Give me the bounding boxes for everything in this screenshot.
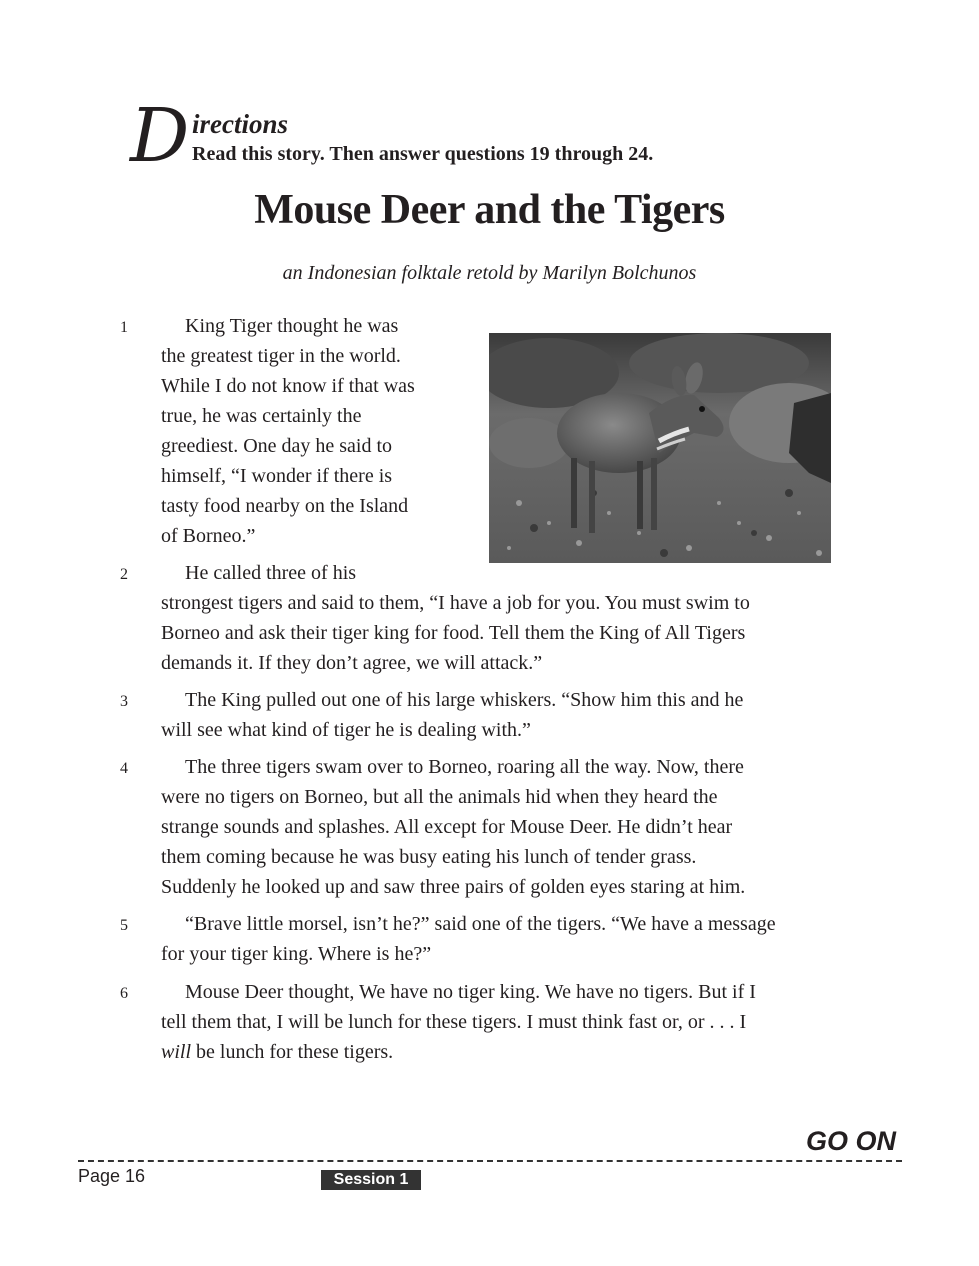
footer-divider [78, 1160, 902, 1162]
paragraph-3: 3 The King pulled out one of his large whiskers. “Show him this and he will see what kind of tiger he is dealing with.” [120, 689, 744, 741]
paragraph-number: 5 [120, 917, 128, 934]
emphasis-will: will [161, 1041, 192, 1063]
paragraph-number: 2 [120, 566, 128, 583]
directions-instruction: Read this story. Then answer questions 19 through 24. [192, 143, 654, 165]
paragraph-number: 1 [120, 319, 128, 336]
story-title: Mouse Deer and the Tigers [254, 187, 725, 233]
story-byline: an Indonesian folktale retold by Marilyn Bolchunos [282, 262, 697, 284]
mouse-deer-photo [489, 333, 831, 563]
paragraph-1: 1 King Tiger thought he was the greatest tiger in the world. While I do not know if that was true, he was certainly the greediest. One day he said to himself, “I wonder if there is tasty food nearby on the Island of Borneo.” [120, 315, 415, 547]
paragraph-number: 3 [120, 693, 128, 710]
paragraph-4: 4 The three tigers swam over to Borneo, roaring all the way. Now, there were no tigers on Borneo, but all the animals hid when they heard the strange sounds and splashes. All except for Mouse Deer. He didn’t hear them coming because he was busy eating his lunch of tender grass. Suddenly he looked up and saw three pairs of golden eyes staring at him. [120, 756, 746, 898]
directions-block [130, 93, 830, 179]
directions-heading: irections [192, 109, 289, 139]
paragraph-number: 6 [120, 985, 128, 1002]
page-number: Page 16 [78, 1166, 146, 1186]
directions-drop-cap: D [130, 93, 190, 179]
paragraph-number: 4 [120, 760, 128, 777]
paragraph-5: 5 “Brave little morsel, isn’t he?” said one of the tigers. “We have a message for your tiger king. Where is he?” [120, 913, 776, 965]
session-badge: Session 1 [321, 1170, 421, 1190]
paragraph-6: 6 Mouse Deer thought, We have no tiger king. We have no tigers. But if I tell them that, I will be lunch for these tigers. I must think fast or, or . . . I will be lunch for these tigers. [120, 981, 756, 1063]
paragraph-2: 2 He called three of his strongest tigers and said to them, “I have a job for you. You must swim to Borneo and ask their tiger king for food. Tell them the King of All Tigers demands it. If they don’t agree, we will attack.” [120, 562, 750, 674]
go-on-label: GO ON [806, 1126, 897, 1156]
